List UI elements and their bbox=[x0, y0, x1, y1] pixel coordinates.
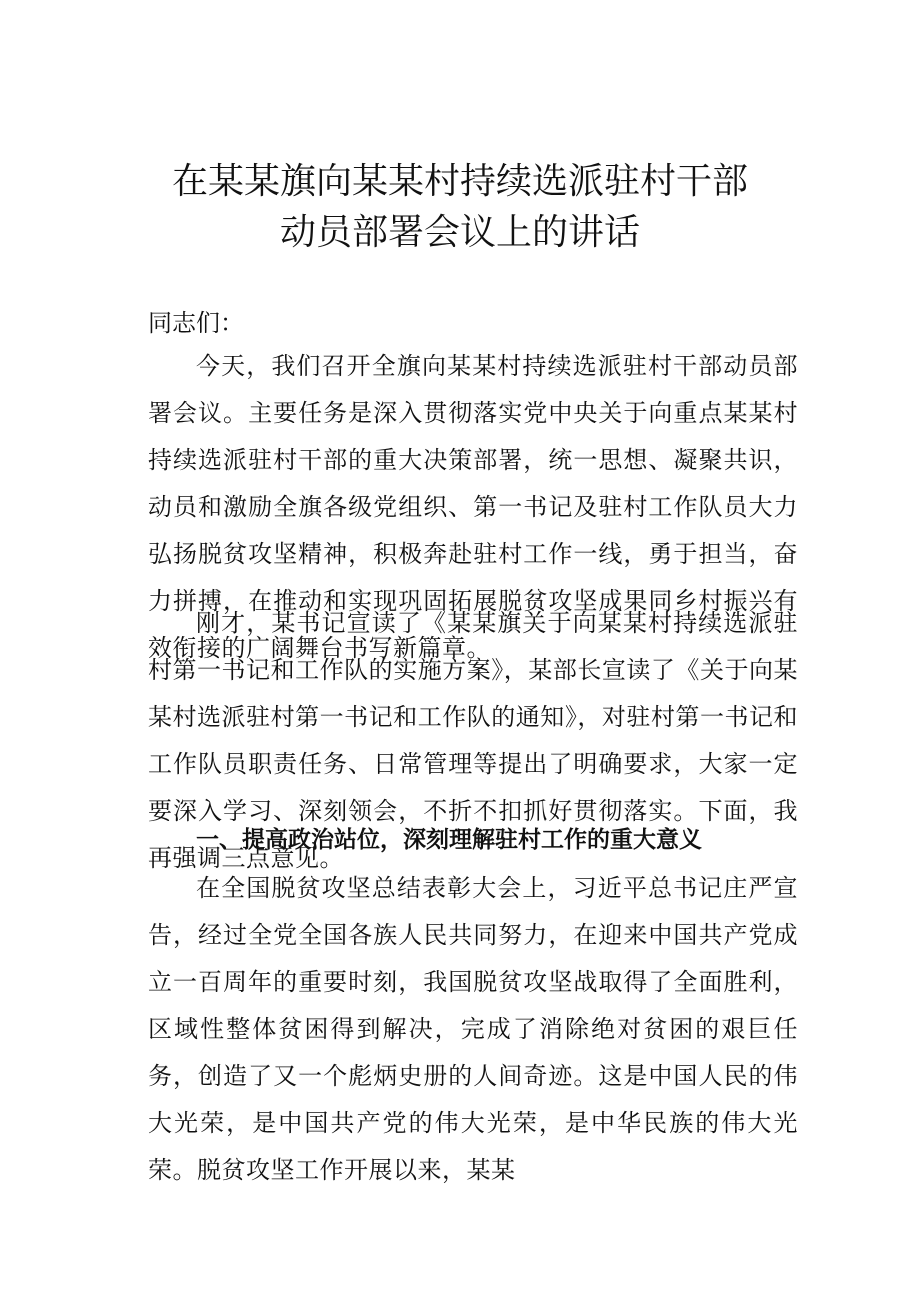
section-heading-1: 一、提高政治站位，深刻理解驻村工作的重大意义 bbox=[196, 827, 702, 853]
paragraph-reading: 刚才，某书记宣读了《某某旗关于向某某村持续选派驻村第一书记和工作队的实施方案》，某部长宣读了《关于向某某村选派驻村第一书记和工作队的通知》，对驻村第一书记和工作队员职责任务、日常管理等提出了明确要求，大家一定要深入学习、深刻领会，不折不扣抓好贯彻落实。下面，我再强调三点意见。 bbox=[148, 609, 798, 872]
document-title-line-1: 在某某旗向某某村持续选派驻村干部 bbox=[171, 161, 748, 202]
paragraph-section-1: 在全国脱贫攻坚总结表彰大会上，习近平总书记庄严宣告，经过全党全国各族人民共同努力，在迎来中国共产党成立一百周年的重要时刻，我国脱贫攻坚战取得了全面胜利，区域性整体贫困得到解决，完成了消除绝对贫困的艰巨任务，创造了又一个彪炳史册的人间奇迹。这是中国人民的伟大光荣，是中国共产党的伟大光荣，是中华民族的伟大光荣。脱贫攻坚工作开展以来，某某 bbox=[148, 874, 798, 1184]
document-title-line-2: 动员部署会议上的讲话 bbox=[279, 212, 640, 253]
salutation: 同志们： bbox=[148, 309, 244, 337]
paragraph-opening: 今天，我们召开全旗向某某村持续选派驻村干部动员部署会议。主要任务是深入贯彻落实党中央关于向重点某某村持续选派驻村干部的重大决策部署，统一思想、凝聚共识，动员和激励全旗各级党组织、第一书记及驻村工作队员大力弘扬脱贫攻坚精神，积极奔赴驻村工作一线，勇于担当，奋力拼搏，在推动和实现巩固拓展脱贫攻坚成果同乡村振兴有效衔接的广阔舞台书写新篇章。 bbox=[148, 352, 798, 662]
